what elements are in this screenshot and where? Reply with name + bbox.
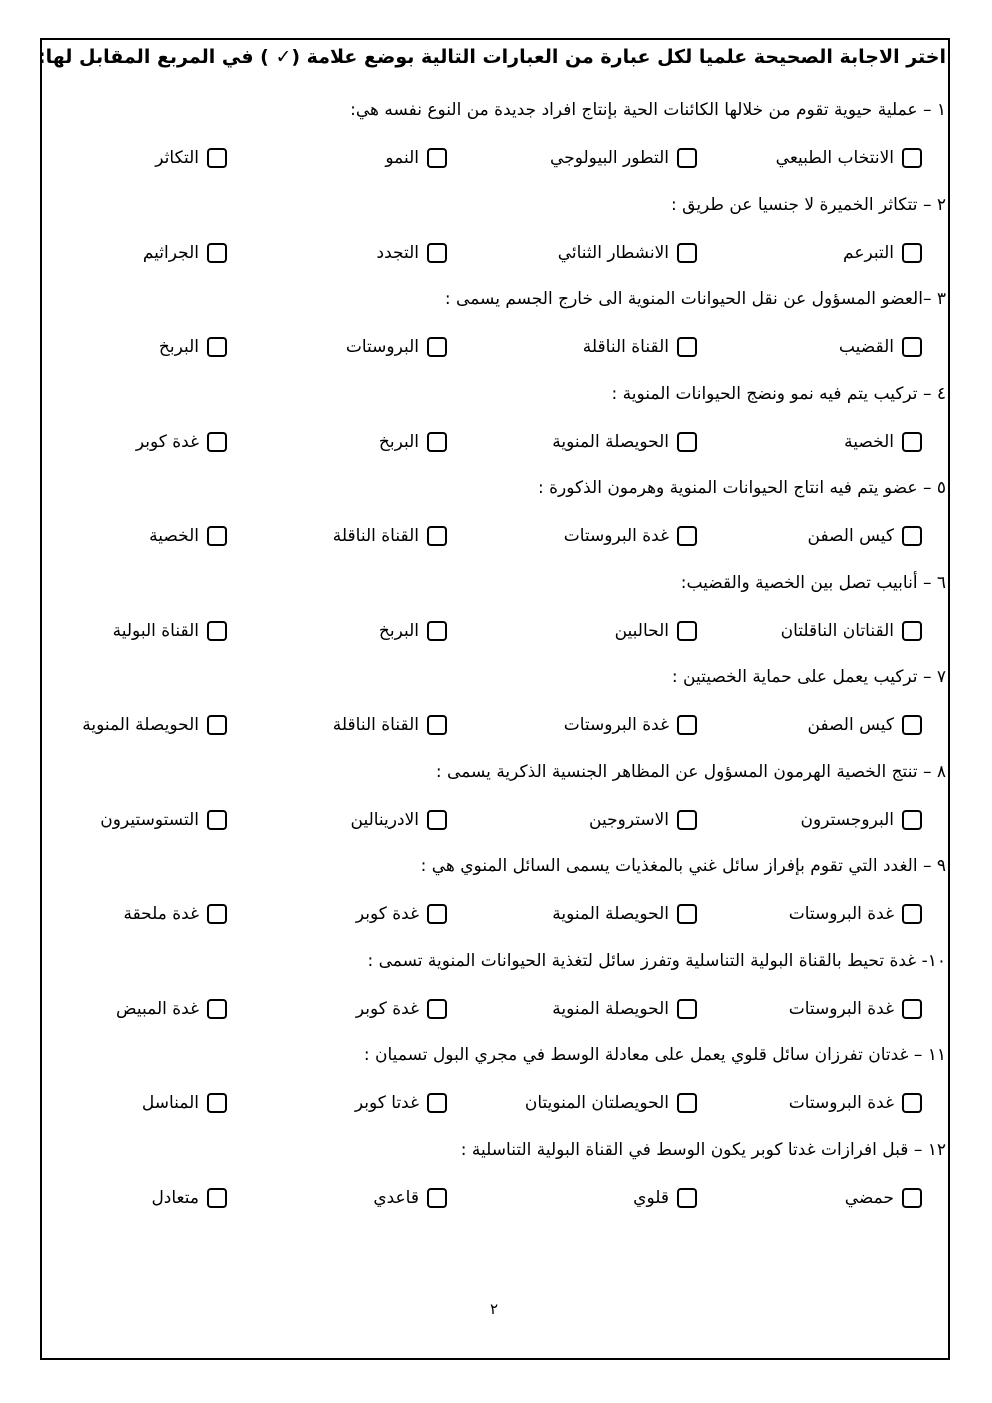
- answer-option[interactable]: [136, 432, 227, 452]
- option-label: الانشطار الثنائي: [557, 242, 669, 263]
- checkbox[interactable]: [427, 1093, 447, 1113]
- option-label: كيس الصفن: [807, 715, 894, 735]
- option-label: الادرينالين: [350, 809, 419, 830]
- answer-option[interactable]: [123, 904, 227, 924]
- checkbox[interactable]: [677, 1093, 697, 1113]
- checkbox[interactable]: [427, 526, 447, 546]
- checkbox[interactable]: [677, 715, 697, 735]
- checkbox[interactable]: [677, 526, 697, 546]
- option-label: القناتان الناقلتان: [780, 620, 894, 641]
- option-label: غدتا كوبر: [354, 1093, 419, 1113]
- option-label: قلوي: [633, 1187, 669, 1208]
- checkbox[interactable]: [677, 999, 697, 1019]
- option-label: غدة البروستات: [788, 1093, 894, 1113]
- question-text: ٢ – تتكاثر الخميرة لا جنسيا عن طريق :: [671, 194, 946, 215]
- instructions-title: اختر الاجابة الصحيحة علميا لكل عبارة من العبارات التالية بوضع علامة (✓ ) في المربع المقابل لها:: [38, 46, 946, 68]
- option-label: القناة الناقلة: [582, 337, 669, 357]
- answer-option[interactable]: [776, 148, 922, 168]
- checkbox[interactable]: [677, 337, 697, 357]
- answer-option[interactable]: [143, 243, 227, 263]
- answer-option[interactable]: [583, 337, 697, 357]
- checkbox[interactable]: [677, 432, 697, 452]
- option-label: الحويصلة المنوية: [552, 998, 669, 1019]
- checkbox[interactable]: [207, 432, 227, 452]
- option-label: المناسل: [141, 1093, 199, 1113]
- checkbox[interactable]: [677, 148, 697, 168]
- checkbox[interactable]: [207, 1093, 227, 1113]
- question-text: ٣ –العضو المسؤول عن نقل الحيوانات المنوية الى خارج الجسم يسمى :: [444, 289, 946, 309]
- checkbox[interactable]: [207, 999, 227, 1019]
- answer-option[interactable]: [845, 1188, 922, 1208]
- checkbox[interactable]: [207, 810, 227, 830]
- answer-option[interactable]: [789, 1093, 922, 1113]
- option-label: غدة ملحقة: [123, 904, 199, 924]
- answer-option[interactable]: [589, 810, 697, 830]
- option-label: قاعدي: [373, 1187, 419, 1208]
- option-label: الخصية: [149, 526, 199, 546]
- question-text: ١٢ – قبل افرازات غدتا كوبر يكون الوسط في القناة البولية التناسلية :: [460, 1139, 946, 1160]
- answer-option[interactable]: [801, 810, 923, 830]
- option-label: غدة كوبر: [355, 904, 419, 924]
- answer-option[interactable]: [564, 715, 697, 735]
- option-label: البربخ: [378, 431, 419, 452]
- checkbox[interactable]: [677, 810, 697, 830]
- question-text: ٥ – عضو يتم فيه انتاج الحيوانات المنوية وهرمون الذكورة :: [537, 478, 946, 498]
- checkbox[interactable]: [207, 148, 227, 168]
- option-label: حمضي: [844, 1187, 894, 1208]
- checkbox[interactable]: [902, 1093, 922, 1113]
- option-label: التكاثر: [155, 148, 199, 168]
- answer-option[interactable]: [633, 1188, 697, 1208]
- option-label: الحويصلة المنوية: [82, 715, 199, 735]
- answer-option[interactable]: [333, 715, 447, 735]
- checkbox[interactable]: [902, 715, 922, 735]
- question-text: ٩ – الغدد التي تقوم بإفراز سائل غني بالمغذيات يسمى السائل المنوي هي :: [420, 856, 946, 876]
- checkbox[interactable]: [902, 148, 922, 168]
- checkbox[interactable]: [427, 337, 447, 357]
- answer-option[interactable]: [379, 621, 447, 641]
- checkbox[interactable]: [207, 904, 227, 924]
- answer-option[interactable]: [142, 1093, 227, 1113]
- answer-option[interactable]: [355, 1093, 447, 1113]
- answer-option[interactable]: [525, 1093, 697, 1113]
- answer-option[interactable]: [843, 243, 922, 263]
- checkbox[interactable]: [677, 904, 697, 924]
- answer-option[interactable]: [82, 715, 227, 735]
- checkbox[interactable]: [207, 621, 227, 641]
- option-label: القناة البولية: [112, 620, 199, 641]
- option-label: الانتخاب الطبيعي: [775, 148, 894, 168]
- option-label: التطور البيولوجي: [550, 148, 669, 168]
- checkbox[interactable]: [427, 432, 447, 452]
- checkbox[interactable]: [902, 810, 922, 830]
- checkbox[interactable]: [677, 1188, 697, 1208]
- checkbox[interactable]: [427, 621, 447, 641]
- question-text: ٦ – أنابيب تصل بين الخصية والقضيب:: [680, 572, 946, 593]
- option-label: التبرعم: [843, 242, 894, 263]
- option-label: النمو: [385, 148, 419, 168]
- option-label: غدة البروستات: [563, 526, 669, 546]
- option-label: غدة البروستات: [788, 904, 894, 924]
- option-label: التستوستيرون: [100, 809, 199, 830]
- page-number: ٢: [490, 1300, 499, 1318]
- checkbox[interactable]: [677, 243, 697, 263]
- option-label: البربخ: [158, 337, 199, 357]
- question-text: ١٠- غدة تحيط بالقناة البولية التناسلية وتفرز سائل لتغذية الحيوانات المنوية تسمى :: [367, 950, 946, 971]
- checkbox[interactable]: [427, 243, 447, 263]
- answer-option[interactable]: [351, 810, 448, 830]
- answer-option[interactable]: [552, 432, 697, 452]
- answer-option[interactable]: [333, 526, 447, 546]
- answer-option[interactable]: [808, 526, 923, 546]
- answer-option[interactable]: [379, 432, 447, 452]
- answer-option[interactable]: [552, 904, 697, 924]
- option-label: غدة كوبر: [135, 431, 199, 452]
- option-label: متعادل: [151, 1187, 199, 1208]
- option-label: غدة البروستات: [563, 715, 669, 735]
- option-label: غدة البروستات: [788, 998, 894, 1019]
- answer-option[interactable]: [373, 1188, 447, 1208]
- checkbox[interactable]: [902, 999, 922, 1019]
- checkbox[interactable]: [207, 715, 227, 735]
- option-label: الخصية: [844, 431, 894, 452]
- option-label: الحويصلتان المنويتان: [524, 1093, 669, 1113]
- answer-option[interactable]: [564, 526, 697, 546]
- answer-option[interactable]: [377, 243, 448, 263]
- answer-option[interactable]: [839, 337, 922, 357]
- checkbox[interactable]: [902, 337, 922, 357]
- page-frame: [40, 38, 950, 1360]
- option-label: الحويصلة المنوية: [552, 431, 669, 452]
- answer-option[interactable]: [116, 999, 227, 1019]
- answer-option[interactable]: [550, 148, 697, 168]
- checkbox[interactable]: [207, 1188, 227, 1208]
- answer-option[interactable]: [159, 337, 227, 357]
- option-label: الحالبين: [614, 620, 669, 641]
- answer-option[interactable]: [100, 810, 227, 830]
- question-text: ٨ – تنتج الخصية الهرمون المسؤول عن المظاهر الجنسية الذكرية يسمى :: [435, 761, 946, 782]
- question-text: ١١ – غدتان تفرزان سائل قلوي يعمل على معادلة الوسط في مجري البول تسميان :: [363, 1045, 946, 1065]
- answer-option[interactable]: [356, 904, 447, 924]
- checkbox[interactable]: [902, 243, 922, 263]
- option-label: كيس الصفن: [807, 526, 894, 546]
- answer-option[interactable]: [808, 715, 923, 735]
- checkbox[interactable]: [427, 1188, 447, 1208]
- option-label: الحويصلة المنوية: [552, 904, 669, 924]
- answer-option[interactable]: [385, 148, 447, 168]
- answer-option[interactable]: [789, 904, 922, 924]
- answer-option[interactable]: [346, 337, 447, 357]
- question-text: ٤ – تركيب يتم فيه نمو ونضج الحيوانات المنوية :: [611, 383, 946, 404]
- checkbox[interactable]: [427, 148, 447, 168]
- checkbox[interactable]: [427, 904, 447, 924]
- checkbox[interactable]: [427, 810, 447, 830]
- checkbox[interactable]: [902, 526, 922, 546]
- answer-option[interactable]: [552, 999, 697, 1019]
- question-text: ٧ – تركيب يعمل على حماية الخصيتين :: [671, 667, 946, 687]
- option-label: غدة المبيض: [116, 998, 199, 1019]
- checkbox[interactable]: [902, 621, 922, 641]
- option-label: القناة الناقلة: [332, 526, 419, 546]
- option-label: القناة الناقلة: [332, 715, 419, 735]
- question-text: ١ – عملية حيوية تقوم من خلالها الكائنات الحية بإنتاج افراد جديدة من النوع نفسه هي:: [350, 100, 946, 120]
- answer-option[interactable]: [789, 999, 922, 1019]
- checkbox[interactable]: [902, 1188, 922, 1208]
- option-label: البروستات: [345, 337, 419, 357]
- option-label: الجراثيم: [142, 242, 199, 263]
- answer-option[interactable]: [155, 148, 227, 168]
- checkbox[interactable]: [427, 715, 447, 735]
- checkbox[interactable]: [677, 621, 697, 641]
- option-label: البروجسترون: [800, 809, 894, 830]
- answer-option[interactable]: [558, 243, 697, 263]
- checkbox[interactable]: [427, 999, 447, 1019]
- checkbox[interactable]: [207, 243, 227, 263]
- answer-option[interactable]: [356, 999, 447, 1019]
- answer-option[interactable]: [615, 621, 697, 641]
- answer-option[interactable]: [149, 526, 227, 546]
- answer-option[interactable]: [151, 1188, 227, 1208]
- option-label: التجدد: [376, 242, 419, 263]
- checkbox[interactable]: [902, 904, 922, 924]
- option-label: البربخ: [378, 620, 419, 641]
- answer-option[interactable]: [844, 432, 922, 452]
- option-label: الاستروجين: [589, 809, 669, 830]
- checkbox[interactable]: [902, 432, 922, 452]
- option-label: القضيب: [838, 337, 894, 357]
- checkbox[interactable]: [207, 337, 227, 357]
- answer-option[interactable]: [781, 621, 922, 641]
- option-label: غدة كوبر: [355, 998, 419, 1019]
- checkbox[interactable]: [207, 526, 227, 546]
- answer-option[interactable]: [113, 621, 227, 641]
